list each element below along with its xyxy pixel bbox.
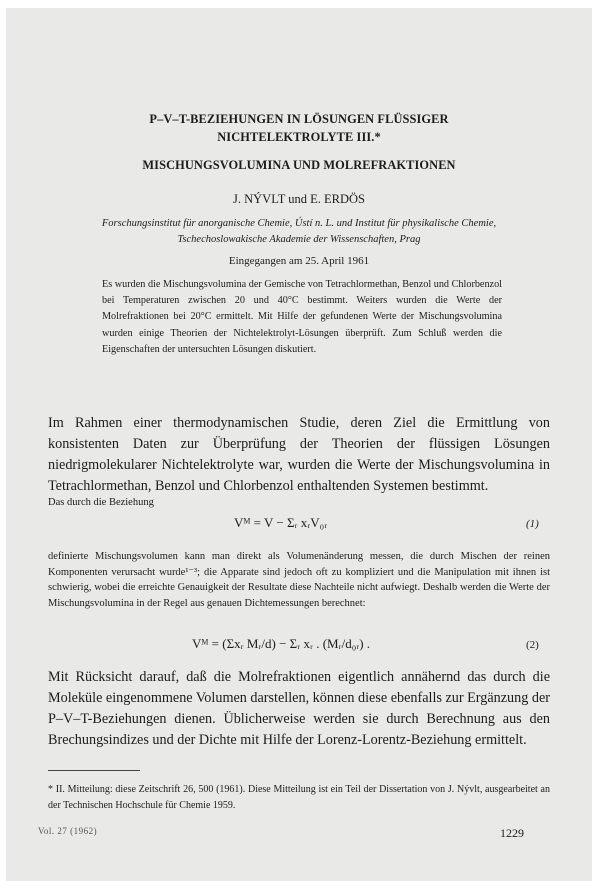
equation-1-number: (1) bbox=[526, 518, 539, 530]
footnote-divider bbox=[48, 770, 140, 771]
affiliation-line-2: Tschechoslowakische Akademie der Wissenschaften, Prag bbox=[177, 234, 421, 245]
affiliation bbox=[28, 216, 570, 248]
journal-page bbox=[6, 8, 592, 881]
paragraph-refraction: Mit Rücksicht darauf, daß die Molrefraktionen eigentlich annähernd das durch die Moleküle eingenommene Volumen darstellen, können diese ebenfalls zur Ergänzung der P–V–T-Beziehungen dienen. Üblicherweise werden sie durch Berechnung aus den Brechungsindizes und der Dichte mit Hilfe der Lorenz-Lorentz-Beziehung ermittelt. bbox=[48, 669, 550, 748]
equation-2-number: (2) bbox=[526, 639, 539, 651]
page-number: 1229 bbox=[500, 826, 524, 840]
abstract: Es wurden die Mischungsvolumina der Gemische von Tetrachlormethan, Benzol und Chlorbenzol bei Temperaturen zwischen 20 und 40°C bestimmt. Weiters wurden die Werte der Molrefraktionen bei 20°C ermittelt. Mit Hilfe der gefundenen Werte der Mischungsvolumina wurden einige Theorien der Nichtelektrolyt-Lösungen überprüft. Zum Schluß werden die Eigenschaften der untersuchten Lösungen diskutiert. bbox=[102, 279, 502, 355]
affiliation-line-1: Forschungsinstitut für anorganische Chemie, Ústí n. L. und Institut für physikalische Chemie, bbox=[101, 218, 497, 229]
received-date: Eingegangen am 25. April 1961 bbox=[228, 255, 370, 267]
title-line-2: NICHTELEKTROLYTE III.* bbox=[217, 130, 381, 144]
footnote: * II. Mitteilung: diese Zeitschrift 26, 500 (1961). Diese Mitteilung ist ein Teil der Dissertation von J. Nývlt, ausgearbeitet an der Technischen Hochschule für Chemie 1959. bbox=[48, 784, 550, 811]
formula-intro: Das durch die Beziehung bbox=[48, 497, 154, 508]
volume-label: Vol. 27 (1962) bbox=[38, 826, 98, 836]
equation-2: Vᴹ = (Σxᵣ Mᵣ/d) − Σᵣ xᵣ . (Mᵣ/d₀ᵣ) . bbox=[192, 636, 371, 651]
subtitle: MISCHUNGSVOLUMINA UND MOLREFRAKTIONEN bbox=[142, 158, 456, 172]
paragraph-intro: Im Rahmen einer thermodynamischen Studie, deren Ziel die Ermittlung von konsistenten Daten zur Überprüfung der Theorien der flüssigen Lösungen niedrigmolekularer Nichtelektrolyte war, wurden die Werte der Mischungsvolumina in Tetrachlormethan, Benzol und Chlorbenzol enthaltenden Systemen bestimmt. bbox=[48, 415, 550, 494]
authors: J. NÝVLT und E. ERDÖS bbox=[233, 192, 365, 206]
paragraph-method: definierte Mischungsvolumen kann man direkt als Volumenänderung messen, die durch Mischen der reinen Komponenten verursacht wurde¹⁻³; die Apparate sind jedoch oft zu kompliziert und die Manipulation mit ihnen ist schwierig, wobei die erreichte Genauigkeit der Resultate diese Nachteile nicht aufwiegt. Deshalb werden die Werte der Mischungsvolumina in der Regel aus genauen Dichtemessungen berechnet: bbox=[48, 551, 550, 609]
equation-1: Vᴹ = V − Σᵣ xᵣV₀ᵣ bbox=[234, 515, 328, 530]
title-line-1: P–V–T-BEZIEHUNGEN IN LÖSUNGEN FLÜSSIGER bbox=[149, 112, 449, 126]
